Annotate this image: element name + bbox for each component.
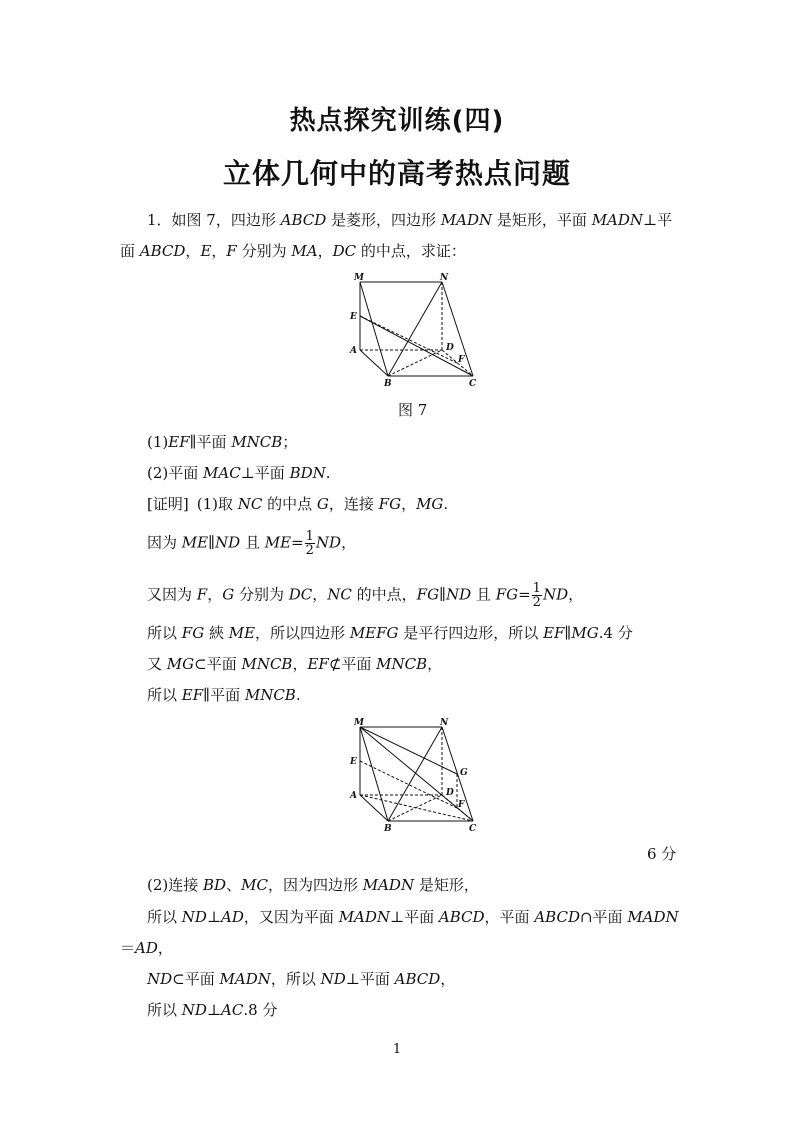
proof-line-6: 所以 EF∥平面 MNCB. — [147, 686, 301, 704]
question-2: (2)平面 MAC⊥平面 BDN. — [147, 464, 331, 482]
label-F: F — [458, 355, 465, 365]
figure-7 — [340, 270, 490, 390]
label-M: M — [354, 273, 364, 283]
title-line-2: 立体几何中的高考热点问题 — [222, 157, 571, 190]
problem-line-1: 1．如图 7，四边形 ABCD 是菱形，四边形 MADN 是矩形，平面 MADN⊥平 — [147, 211, 673, 229]
proof-line-5: 又 MG⊂平面 MNCB，EF⊄平面 MNCB， — [147, 655, 443, 673]
proof-line-8: 所以 ND⊥AD，又因为平面 MADN⊥平面 ABCD，平面 ABCD∩平面 MADN — [147, 908, 679, 926]
score-6: 6 分 — [647, 845, 677, 863]
label-E-2: E — [350, 757, 357, 767]
problem-line-2: 面 ABCD，E，F 分别为 MA，DC 的中点，求证： — [120, 242, 466, 260]
figure-caption: 图 7 — [398, 401, 428, 419]
proof-line-11: 所以 ND⊥AC.8 分 — [147, 1001, 278, 1019]
proof-line-4: 所以 FG 綊 ME，所以四边形 MEFG 是平行四边形，所以 EF∥MG.4 分 — [147, 624, 633, 642]
label-F-2: F — [458, 800, 465, 810]
label-A: A — [350, 346, 357, 356]
label-B-2: B — [384, 824, 392, 834]
proof-line-1: [证明] (1)取 NC 的中点 G，连接 FG，MG. — [147, 495, 449, 513]
proof-line-7: (2)连接 BD、MC，因为四边形 MADN 是矩形， — [147, 876, 479, 894]
label-N: N — [440, 273, 449, 283]
label-B: B — [384, 379, 392, 389]
fraction-half: $\frac{1}{2}$ — [305, 529, 314, 558]
label-C-2: C — [469, 824, 477, 834]
page-number: 1 — [392, 1042, 402, 1057]
label-G: G — [460, 768, 468, 778]
label-E: E — [350, 312, 357, 322]
proof-line-3: 又因为 F，G 分别为 DC，NC 的中点，FG∥ND 且 FG= $\frac{1}{2}$ ND， — [147, 581, 584, 610]
label-M-2: M — [354, 718, 364, 728]
label-D: D — [446, 343, 454, 353]
proof-tag: [证明] — [147, 495, 189, 513]
label-A-2: A — [350, 791, 357, 801]
label-D-2: D — [446, 788, 454, 798]
fraction-half-2: $\frac{1}{2}$ — [532, 581, 541, 610]
label-N-2: N — [440, 718, 449, 728]
label-C: C — [469, 379, 477, 389]
proof-line-2: 因为 ME∥ND 且 ME= $\frac{1}{2}$ ND， — [147, 529, 357, 558]
proof-line-10: ND⊂平面 MADN，所以 ND⊥平面 ABCD， — [147, 970, 456, 988]
figure-proof — [340, 715, 490, 837]
title-line-1: 热点探究训练(四) — [289, 106, 505, 136]
proof-line-9: ＝AD， — [120, 939, 173, 957]
question-1: (1)EF∥平面 MNCB； — [147, 433, 298, 451]
